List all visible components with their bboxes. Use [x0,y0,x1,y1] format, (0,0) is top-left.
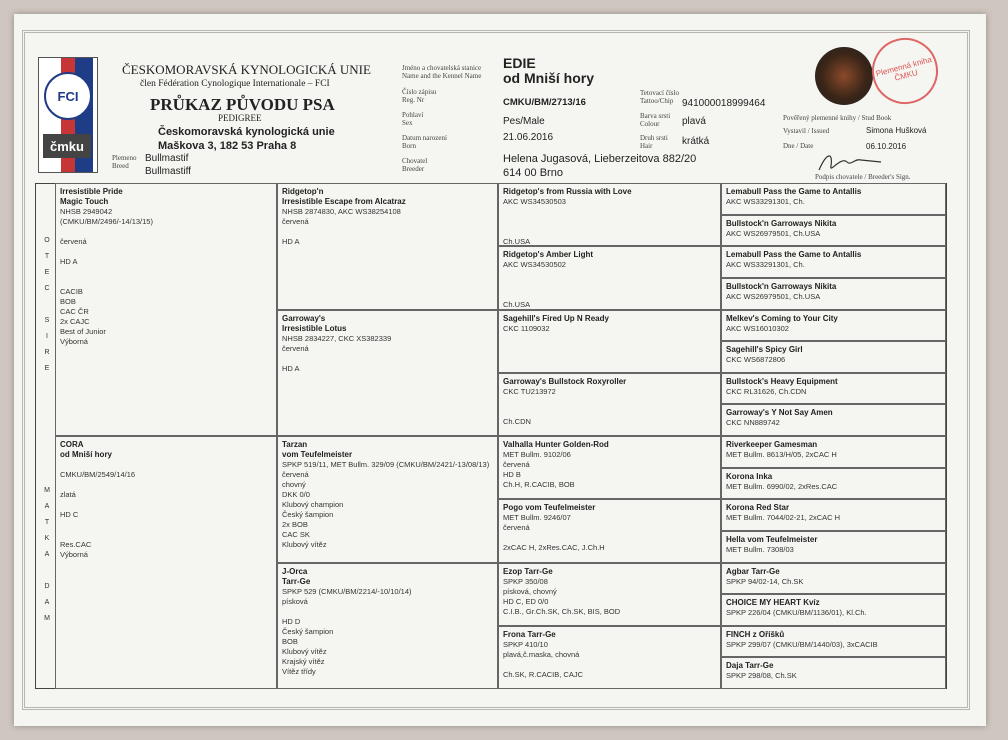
ancestor-detail [503,397,716,407]
dog-colour: plavá [682,116,706,127]
ancestor-detail: Klubový champion [282,500,344,509]
colour-label: Barva srsti Colour [640,112,671,128]
breed-value-en: Bullmastiff [145,166,191,177]
side-letter: C [44,285,50,292]
ancestor-detail: SPKP 226/04 (CMKU/BM/1136/01), Kl.Ch. [726,608,867,618]
ancestor-detail: DKK 0/0 [282,490,310,499]
ancestor-detail: zlatá [60,490,76,499]
hair-label: Druh srsti Hair [640,134,668,150]
ancestor-detail: plavá,č.maska, chovná [503,649,580,659]
ancestor-name: Ridgetop's Amber Light [503,250,594,260]
studbook-label: Pověřený plemenné knihy / Stud Book [783,114,892,122]
pedigree-cell-great-great-grandparent [721,563,946,595]
pedigree-cell-grandparent [277,183,498,310]
ancestor-name: Bullstock'n Garroways Nikita [726,218,837,228]
ancestor-name: Frona Tarr-Ge [503,629,556,639]
ancestor-detail: HD A [60,257,78,266]
ancestor-detail [60,500,272,510]
fci-emblem: FCI [44,72,92,120]
reg-label: Číslo zápisu Reg. Nr [402,88,437,104]
cmku-wordmark: čmku [43,134,91,158]
ancestor-detail: Best of Junior [60,327,106,336]
pedigree-cell-great-grandparent [498,373,721,436]
doc-subtitle: PEDIGREE [218,113,262,123]
pedigree-cell-great-grandparent [498,246,721,309]
side-letter: T [44,519,50,526]
pedigree-cell-great-great-grandparent [721,278,946,310]
ancestor-detail: MET Bullm. 9246/07 [503,513,571,523]
ancestor-detail [282,227,493,237]
side-letter: A [44,599,50,606]
pedigree-cell-great-great-grandparent [721,183,946,215]
breed-label: Plemeno Breed [112,154,137,170]
ancestor-detail: červená [503,460,530,469]
dam-side-label [41,483,53,627]
ancestor-detail [503,280,716,290]
ancestor-name: Irresistible Pride [60,187,123,196]
pedigree-cell-great-great-grandparent [721,626,946,658]
pedigree-cell-great-great-grandparent [721,436,946,468]
breeder-label: Chovatel Breeder [402,157,428,173]
ancestor-detail: Český šampion [282,626,334,636]
ancestor-detail: NHSB 2834227, CKC XS382339 [282,333,392,343]
ancestor-detail: MET Bullm. 9102/06 [503,450,571,459]
breed-value-cz: Bullmastif [145,153,189,164]
ancestor-detail: písková [282,596,308,606]
ancestor-detail: červená [282,470,309,479]
ancestor-detail: AKC WS16010302 [726,323,789,333]
side-letter: A [44,551,50,558]
ancestor-detail: 2xCAC H, 2xRes.CAC, J.Ch.H [503,543,605,553]
ancestor-name: Garroway's Y Not Say Amen [726,408,833,418]
chip-label: Tetovací číslo Tattoo/Chip [640,89,679,105]
pedigree-cell-great-great-grandparent [721,215,946,247]
ancestor-detail: červená [282,217,309,226]
ancestor-name: Ezop Tarr-Ge [503,566,553,576]
ancestor-detail [503,533,716,543]
ancestor-detail: HD B [503,470,521,479]
ancestor-name: Ridgetop's from Russia with Love [503,187,632,196]
ancestor-name: Valhalla Hunter Golden-Rod [503,440,609,449]
pedigree-cell-great-grandparent [498,499,721,562]
ancestor-name: Korona Red Star [726,503,790,513]
pedigree-cell-grandparent [277,436,498,563]
ancestor-detail: písková, chovný [503,586,557,596]
ancestor-detail [503,660,716,670]
pedigree-cell-great-great-grandparent [721,310,946,342]
ancestor-detail [60,277,272,287]
ancestor-name: Pogo vom Teufelmeister [503,503,596,513]
ancestor-detail: červená [282,343,309,353]
ancestor-detail: SPKP 410/10 [503,639,548,649]
ancestor-detail: SPKP 519/11, MET Bullm. 329/09 (CMKU/BM/2421/-13/08/13) [282,460,490,469]
ancestor-detail: MET Bullm. 8613/H/05, 2xCAC H [726,450,837,459]
ancestor-detail: SPKP 299/07 (CMKU/BM/1440/03), 3xCACIB [726,639,878,649]
ancestor-detail: SPKP 350/08 [503,576,548,586]
ancestor-detail: C.I.B., Gr.Ch.SK, Ch.SK, BIS, BOD [503,606,621,616]
ancestor-detail: HD C [60,510,79,519]
ancestor-detail: AKC WS34530503 [503,197,566,206]
side-letter: A [44,503,50,510]
ancestor-detail: Res.CAC [60,540,92,549]
ancestor-detail: SPKP 529 (CMKU/BM/2214/-10/10/14) [282,586,412,596]
ancestor-detail: červená [503,523,530,533]
ancestor-name: CORA [60,440,84,449]
ancestor-detail: HD A [282,237,300,246]
side-letter: R [44,349,50,356]
pedigree-cell-great-great-grandparent [721,499,946,531]
doc-title: PRŮKAZ PŮVODU PSA [150,95,335,114]
issued-label: Vystavil / Issued [783,127,830,135]
ancestor-detail: MET Bullm. 6990/02, 2xRes.CAC [726,481,838,491]
ancestor-detail: CACIB [60,287,83,296]
sire-side-label [41,233,53,377]
ancestor-detail: CKC TU213972 [503,386,556,396]
pedigree-cell-great-great-grandparent [721,657,946,689]
side-letter: M [44,615,50,622]
ancestor-detail: 2x CAJC [60,317,90,326]
ancestor-detail [60,520,272,530]
ancestor-name: Hella vom Teufelmeister [726,534,818,544]
pedigree-cell-great-great-grandparent [721,404,946,436]
ancestor-detail: MET Bullm. 7044/02-21, 2xCAC H [726,513,841,523]
ancestor-detail: 2x BOB [282,520,308,529]
side-letter: O [44,237,50,244]
born-label: Datum narození Born [402,134,447,150]
ancestor-detail: SPKP 298/08, Ch.SK [726,671,797,681]
pedigree-cell-great-great-grandparent [721,468,946,500]
pedigree-cell-great-grandparent [498,436,721,499]
pedigree-cell-great-grandparent [498,310,721,373]
ancestor-detail: Ch.CDN [503,416,531,426]
ancestor-detail: CAC SK [282,530,310,539]
ancestor-detail: Výborná [60,550,88,559]
side-letter: M [44,487,50,494]
ancestor-name: Riverkeeper Gamesman [726,440,818,449]
ancestor-name: Lemabull Pass the Game to Antallis [726,250,862,260]
ancestor-detail: AKC WS26979501, Ch.USA [726,291,821,301]
ancestor-name: Sagehill's Spicy Girl [726,345,803,355]
hologram-seal [815,47,873,105]
ancestor-detail [503,207,716,217]
side-letter: I [46,333,48,340]
ancestor-detail [503,270,716,280]
side-letter: K [44,535,50,542]
ancestor-detail: CKC RL31626, Ch.CDN [726,386,807,396]
ancestor-name: Bullstock's Heavy Equipment [726,376,838,386]
ancestor-detail [60,227,272,237]
ancestor-detail: Ch.H, R.CACIB, BOB [503,480,575,489]
org-name: ČESKOMORAVSKÁ KYNOLOGICKÁ UNIE [122,62,371,77]
side-letter [41,563,53,579]
ancestor-detail: AKC WS26979501, Ch.USA [726,228,821,238]
dog-breeder-1: Helena Jugasová, Lieberzeitova 882/20 [503,153,697,165]
issue-date: 06.10.2016 [866,142,907,151]
date-label: Dne / Date [783,142,814,150]
ancestor-detail [503,290,716,300]
ancestor-detail: HD C, ED 0/0 [503,596,549,606]
ancestor-detail: Výborná [60,337,88,346]
ancestor-name: Ridgetop'n [282,187,324,196]
ancestor-name-2: Irresistible Escape from Alcatraz [282,197,406,206]
side-letter: D [44,583,50,590]
org-member: člen Fédération Cynologique Internationale – FCI [140,79,330,89]
pedigree-cell-great-great-grandparent [721,341,946,373]
pedigree-cell-grandparent [277,563,498,690]
org-address-1: Českomoravská kynologická unie [158,126,335,138]
ancestor-detail: BOB [282,636,298,646]
ancestor-detail [60,247,272,257]
ancestor-name: J-Orca [282,566,308,576]
sex-label: Pohlaví Sex [402,111,424,127]
dog-born: 21.06.2016 [503,132,554,143]
ancestor-name: Melkev's Coming to Your City [726,313,838,323]
dog-hair: krátká [682,136,710,147]
ancestor-name: FINCH z Oříšků [726,629,785,639]
ancestor-detail [60,480,272,490]
ancestor-detail [503,227,716,237]
ancestor-detail [282,607,493,617]
ancestor-detail: (CMKU/BM/2496/-14/13/15) [60,217,153,226]
ancestor-detail: Ch.SK, R.CACIB, CAJC [503,669,584,679]
ancestor-name: Garroway's Bullstock Roxyroller [503,376,627,386]
name-label: Jméno a chovatelská stanice Name and the Kennel Name [402,64,482,80]
ancestor-detail: Ch.USA [503,300,531,310]
ancestor-detail: AKC WS33291301, Ch. [726,260,805,270]
pedigree-cell-parent [55,183,277,436]
dog-sex: Pes/Male [503,116,545,127]
ancestor-detail: Ch.USA [503,237,531,246]
ancestor-name: Bullstock'n Garroways Nikita [726,281,837,291]
breeder-signature [815,148,885,176]
ancestor-detail: CAC ČR [60,307,89,316]
ancestor-detail: CMKU/BM/2549/14/16 [60,470,136,479]
ancestor-detail: Klubový vítěz [282,646,327,656]
ancestor-name-2: Tarr-Ge [282,576,311,586]
breeder-sign-label: Podpis chovatele / Breeder's Sign. [815,173,911,181]
pedigree-cell-parent [55,436,277,689]
ancestor-detail: AKC WS34530502 [503,260,566,270]
ancestor-detail: NHSB 2949042 [60,207,113,216]
dog-reg: CMKU/BM/2713/16 [503,97,586,108]
dog-kennel: od Mniší hory [503,70,594,86]
pedigree-cell-great-grandparent [498,183,721,246]
side-letter: E [44,365,50,372]
ancestor-detail [503,217,716,227]
ancestor-detail: AKC WS33291301, Ch. [726,197,805,206]
ancestor-name: Garroway's [282,313,326,323]
ancestor-detail [282,354,493,364]
pedigree-cell-great-grandparent [498,563,721,626]
ancestor-name: Sagehill's Fired Up N Ready [503,313,609,323]
ancestor-detail [503,407,716,417]
ancestor-detail: chovný [282,480,306,489]
pedigree-cell-great-great-grandparent [721,246,946,278]
ancestor-detail: CKC NN889742 [726,418,780,428]
ancestor-name-2: od Mniší hory [60,450,112,459]
side-letter: T [44,253,50,260]
dog-chip: 941000018999464 [682,98,766,109]
ancestor-name: Daja Tarr-Ge [726,661,774,671]
ancestor-detail [60,530,272,540]
ancestor-detail: Krajský vítěz [282,656,325,666]
pedigree-cell-grandparent [277,310,498,437]
ancestor-detail: BOB [60,297,76,306]
ancestor-name: Tarzan [282,440,308,449]
ancestor-detail: Klubový vítěz [282,540,327,549]
studbook-stamp: Plemenná kniha ČMKU [865,31,946,112]
side-letter [41,297,53,313]
ancestor-detail: MET Bullm. 7308/03 [726,544,794,554]
ancestor-detail: HD D [282,616,301,626]
ancestor-detail: HD A [282,363,300,373]
ancestor-detail [60,460,272,470]
side-letter: E [44,269,50,276]
ancestor-name: Korona Inka [726,471,773,481]
ancestor-detail: CKC 1109032 [503,323,550,333]
ancestor-name: Agbar Tarr-Ge [726,566,780,576]
ancestor-name-2: vom Teufelmeister [282,450,353,459]
pedigree-cell-great-great-grandparent [721,594,946,626]
dog-name: EDIE [503,55,536,71]
ancestor-detail: Český šampion [282,510,334,519]
ancestor-name-2: Irresistible Lotus [282,323,347,333]
dog-breeder-2: 614 00 Brno [503,167,563,179]
pedigree-cell-great-great-grandparent [721,373,946,405]
ancestor-detail: červená [60,237,87,246]
ancestor-detail: Vítěz třídy [282,666,316,676]
pedigree-cell-great-grandparent [498,626,721,689]
ancestor-name: CHOICE MY HEART Kvíz [726,598,820,608]
ancestor-detail: SPKP 94/02-14, Ch.SK [726,576,804,586]
ancestor-name-2: Magic Touch [60,197,109,206]
issued-name: Simona Hušková [866,126,927,135]
ancestor-detail: NHSB 2874830, AKC WS38254108 [282,207,401,216]
ancestor-detail [60,267,272,277]
pedigree-cell-great-great-grandparent [721,531,946,563]
side-letter: S [44,317,50,324]
ancestor-detail: CKC WS6872806 [726,355,786,365]
ancestor-name: Lemabull Pass the Game to Antallis [726,187,862,196]
cmku-fci-logo [38,57,98,173]
org-address-2: Maškova 3, 182 53 Praha 8 [158,140,297,152]
